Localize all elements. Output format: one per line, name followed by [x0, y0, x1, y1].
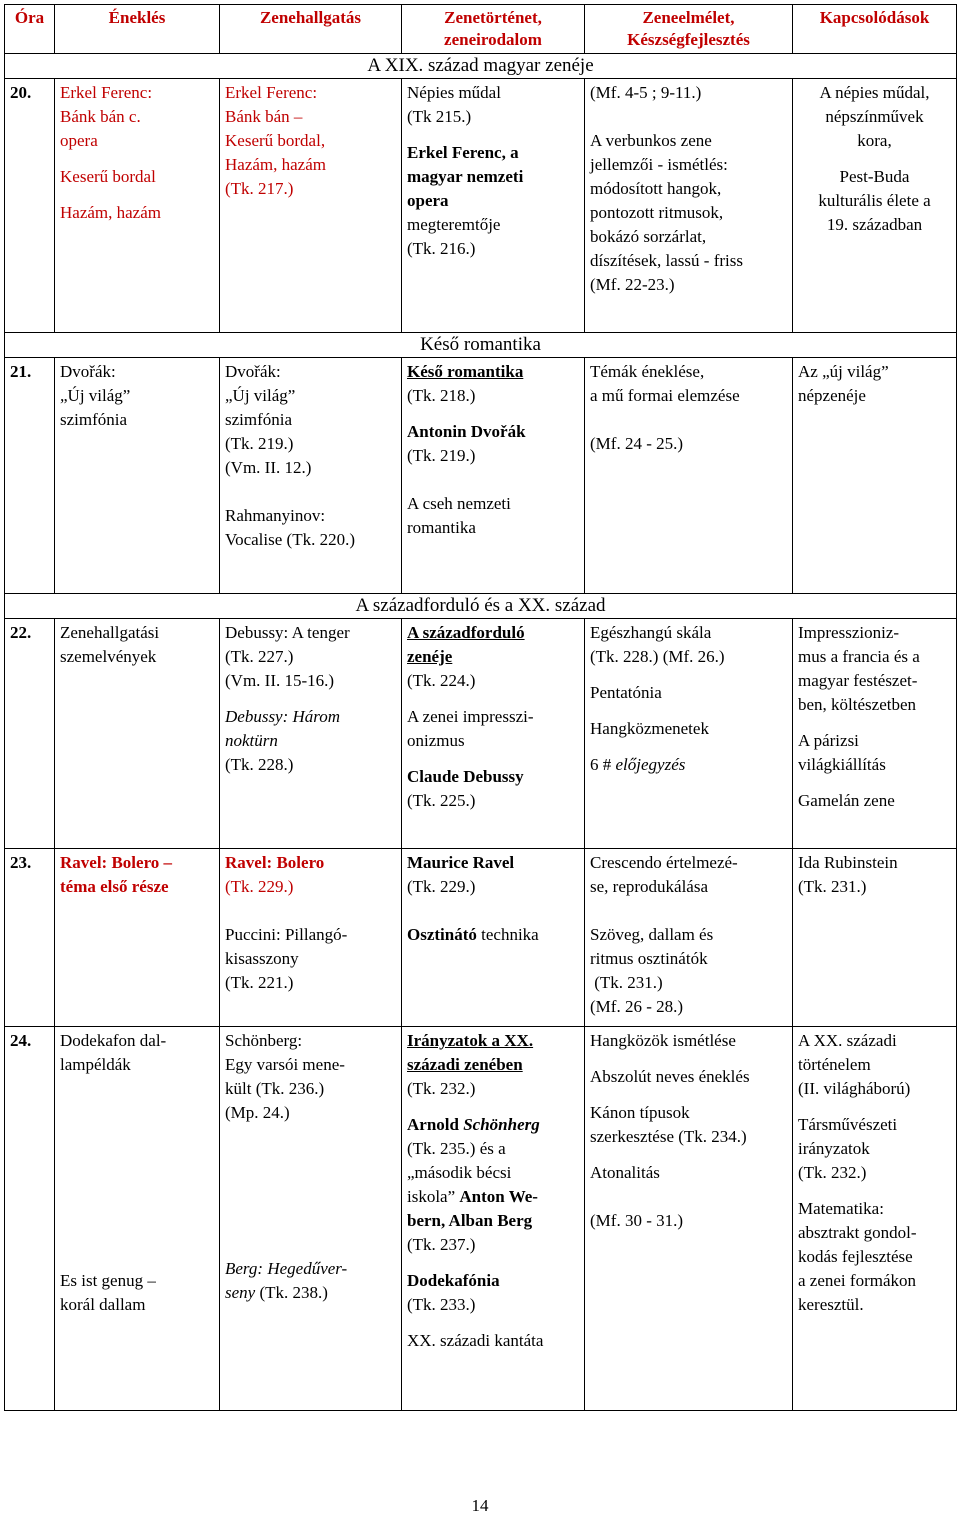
- cell-theory: [585, 1027, 793, 1411]
- list-item: kisasszony: [225, 949, 299, 968]
- lesson-number: 23.: [5, 849, 55, 1027]
- cell-theory: [585, 358, 793, 594]
- list-item: absztrakt gondol-: [798, 1223, 917, 1242]
- list-item: (Mf. 26 - 28.): [590, 997, 684, 1016]
- list-item: (Tk. 229.): [407, 877, 476, 896]
- list-item: magyar festészet-: [798, 671, 918, 690]
- list-item: 6 # előjegyzés: [590, 755, 686, 774]
- list-item: népszínművek: [825, 107, 924, 126]
- table-row: [5, 619, 957, 849]
- list-item: Debussy: Három: [225, 707, 341, 726]
- list-item: Erkel Ferenc:: [225, 83, 318, 102]
- list-item: a mű formai elemzése: [590, 386, 740, 405]
- list-item: kült (Tk. 236.): [225, 1079, 325, 1098]
- list-item: seny (Tk. 238.): [225, 1283, 328, 1302]
- cell-theory: [585, 849, 793, 1027]
- lesson-number: 21.: [5, 358, 55, 594]
- list-item: (Tk. 221.): [225, 973, 294, 992]
- list-item: szimfónia: [225, 410, 293, 429]
- list-item: ben, költészetben: [798, 695, 917, 714]
- cell-singing: [55, 79, 220, 333]
- list-item: (Tk. 219.): [225, 434, 294, 453]
- list-item: (Tk. 219.): [407, 446, 476, 465]
- section-title-xix: A XIX. század magyar zenéje: [5, 54, 957, 79]
- page-number: 14: [471, 1496, 489, 1515]
- cell-listening: [220, 79, 402, 333]
- list-item: A verbunkos zene: [590, 131, 712, 150]
- list-item: Zenehallgatási: [60, 623, 160, 642]
- header-zeneelmelet: Zeneelmélet, Készségfejlesztés: [585, 5, 793, 54]
- cell-history: [402, 619, 585, 849]
- header-row: [5, 5, 957, 54]
- list-item: Társművészeti: [798, 1115, 898, 1134]
- cell-connections: [793, 358, 957, 594]
- list-item: módosított hangok,: [590, 179, 722, 198]
- list-item: romantika: [407, 518, 476, 537]
- list-item: Ravel: Bolero –: [60, 853, 173, 872]
- list-item: (Tk. 217.): [225, 179, 294, 198]
- header-enekles: Éneklés: [55, 5, 220, 54]
- table-row: [5, 358, 957, 594]
- list-item: Pest-Buda: [839, 167, 910, 186]
- list-item: magyar nemzeti: [407, 167, 524, 186]
- cell-listening: [220, 619, 402, 849]
- cell-singing: [55, 1027, 220, 1411]
- cell-connections: [793, 619, 957, 849]
- cell-listening: [220, 358, 402, 594]
- list-item: Schönberg:: [225, 1031, 303, 1050]
- list-item: (Vm. II. 12.): [225, 458, 312, 477]
- list-item: Témák éneklése,: [590, 362, 705, 381]
- cell-listening: [220, 1027, 402, 1411]
- list-item: jellemzői - ismétlés:: [590, 155, 728, 174]
- lesson-number: 20.: [5, 79, 55, 333]
- list-item: Dvořák:: [225, 362, 281, 381]
- list-item: mus a francia és a: [798, 647, 920, 666]
- list-item: megteremtője: [407, 215, 501, 234]
- list-item: Abszolút neves éneklés: [590, 1067, 750, 1086]
- header-kapcsolodasok: Kapcsolódások: [793, 5, 957, 54]
- list-item: Erkel Ferenc:: [60, 83, 153, 102]
- list-item: irányzatok: [798, 1139, 870, 1158]
- list-item: opera: [407, 191, 449, 210]
- list-item: (Mf. 30 - 31.): [590, 1211, 684, 1230]
- list-item: ritmus osztinátók: [590, 949, 708, 968]
- cell-singing: [55, 849, 220, 1027]
- cell-theory: [585, 619, 793, 849]
- list-item: Irányzatok a XX.: [407, 1031, 534, 1050]
- list-item: (Tk. 235.) és a: [407, 1139, 506, 1158]
- list-item: (Tk. 233.): [407, 1295, 476, 1314]
- list-item: Erkel Ferenc, a: [407, 143, 519, 162]
- list-item: Hangközök ismétlése: [590, 1031, 736, 1050]
- cell-connections: [793, 79, 957, 333]
- cell-history: [402, 849, 585, 1027]
- list-item: (Mf. 22-23.): [590, 275, 675, 294]
- cell-connections: [793, 849, 957, 1027]
- list-item: A századforduló: [407, 623, 525, 642]
- table-row: [5, 1027, 957, 1411]
- list-item: zenéje: [407, 647, 453, 666]
- list-item: XX. századi kantáta: [407, 1331, 544, 1350]
- cell-listening: [220, 849, 402, 1027]
- list-item: A XX. századi: [798, 1031, 897, 1050]
- list-item: (Tk. 232.): [407, 1079, 476, 1098]
- list-item: kora,: [857, 131, 892, 150]
- list-item: Pentatónia: [590, 683, 662, 702]
- list-item: Ida Rubinstein: [798, 853, 898, 872]
- list-item: Impresszioniz-: [798, 623, 900, 642]
- lesson-number: 24.: [5, 1027, 55, 1411]
- header-zenetortenet: Zenetörténet, zeneirodalom: [402, 5, 585, 54]
- list-item: szerkesztése (Tk. 234.): [590, 1127, 747, 1146]
- list-item: (Tk. 224.): [407, 671, 476, 690]
- list-item: századi zenében: [407, 1055, 523, 1074]
- list-item: (Tk. 232.): [798, 1163, 867, 1182]
- table-row: [5, 849, 957, 1027]
- list-item: Népies műdal: [407, 83, 501, 102]
- list-item: (Tk. 231.): [798, 877, 867, 896]
- list-item: iskola” Anton We-: [407, 1187, 538, 1206]
- list-item: „Új világ”: [225, 386, 296, 405]
- list-item: a zenei formákon: [798, 1271, 916, 1290]
- list-item: (Tk. 218.): [407, 386, 476, 405]
- section-title-late-romantic: Késő romantika: [5, 333, 957, 358]
- list-item: keresztül.: [798, 1295, 864, 1314]
- list-item: (Mp. 24.): [225, 1103, 290, 1122]
- list-item: Matematika:: [798, 1199, 884, 1218]
- list-item: Hazám, hazám: [60, 203, 161, 222]
- list-item: Rahmanyinov:: [225, 506, 326, 525]
- list-item: Hazám, hazám: [225, 155, 326, 174]
- list-item: onizmus: [407, 731, 465, 750]
- list-item: se, reprodukálása: [590, 877, 709, 896]
- list-item: (Mf. 24 - 25.): [590, 434, 684, 453]
- list-item: „Új világ”: [60, 386, 131, 405]
- list-item: Claude Debussy: [407, 767, 524, 786]
- list-item: Késő romantika: [407, 362, 524, 381]
- list-item: opera: [60, 131, 98, 150]
- list-item: Debussy: A tenger: [225, 623, 350, 642]
- list-item: Keserű bordal: [60, 167, 156, 186]
- list-item: Osztinátó technika: [407, 925, 539, 944]
- list-item: (Mf. 4-5 ; 9-11.): [590, 83, 702, 102]
- list-item: Arnold Schönherg: [407, 1115, 540, 1134]
- table-row: [5, 79, 957, 333]
- list-item: Egészhangú skála: [590, 623, 712, 642]
- list-item: Kánon típusok: [590, 1103, 690, 1122]
- list-item: téma első része: [60, 877, 169, 896]
- list-item: A párizsi: [798, 731, 859, 750]
- list-item: Ravel: Bolero: [225, 853, 325, 872]
- list-item: 19. században: [826, 215, 923, 234]
- cell-history: [402, 79, 585, 333]
- list-item: Az „új világ”: [798, 362, 889, 381]
- cell-history: [402, 1027, 585, 1411]
- list-item: Keserű bordal,: [225, 131, 326, 150]
- list-item: Bánk bán c.: [60, 107, 141, 126]
- list-item: Crescendo értelmezé-: [590, 853, 738, 872]
- list-item: Hangközmenetek: [590, 719, 709, 738]
- list-item: díszítések, lassú - friss: [590, 251, 743, 270]
- list-item: Egy varsói mene-: [225, 1055, 345, 1074]
- list-item: A cseh nemzeti: [407, 494, 511, 513]
- list-item: Dvořák:: [60, 362, 116, 381]
- curriculum-table: [4, 4, 957, 1411]
- section-title-20th-century: A századforduló és a XX. század: [5, 594, 957, 619]
- list-item: noktürn: [225, 731, 278, 750]
- list-item: szimfónia: [60, 410, 128, 429]
- list-item: Es ist genug –: [60, 1271, 156, 1290]
- list-item: (Vm. II. 15-16.): [225, 671, 335, 690]
- list-item: (Tk. 228.) (Mf. 26.): [590, 647, 725, 666]
- list-item: (Tk 215.): [407, 107, 472, 126]
- list-item: Szöveg, dallam és: [590, 925, 714, 944]
- list-item: lampéldák: [60, 1055, 131, 1074]
- header-ora: Óra: [5, 5, 55, 54]
- list-item: bern, Alban Berg: [407, 1211, 533, 1230]
- header-zenehallgatas: Zenehallgatás: [220, 5, 402, 54]
- list-item: Puccini: Pillangó-: [225, 925, 348, 944]
- list-item: korál dallam: [60, 1295, 146, 1314]
- list-item: (Tk. 231.): [590, 973, 663, 992]
- list-item: A népies műdal,: [819, 83, 930, 102]
- list-item: (Tk. 228.): [225, 755, 294, 774]
- cell-singing: [55, 619, 220, 849]
- cell-history: [402, 358, 585, 594]
- list-item: pontozott ritmusok,: [590, 203, 724, 222]
- list-item: Bánk bán –: [225, 107, 303, 126]
- list-item: Berg: Hegedűver-: [225, 1259, 348, 1278]
- list-item: (Tk. 225.): [407, 791, 476, 810]
- list-item: kodás fejlesztése: [798, 1247, 913, 1266]
- list-item: történelem: [798, 1055, 871, 1074]
- list-item: „második bécsi: [407, 1163, 512, 1182]
- list-item: Dodekafónia: [407, 1271, 500, 1290]
- list-item: Gamelán zene: [798, 791, 895, 810]
- list-item: A zenei impresszi-: [407, 707, 534, 726]
- list-item: népzenéje: [798, 386, 866, 405]
- list-item: Antonin Dvořák: [407, 422, 526, 441]
- cell-connections: [793, 1027, 957, 1411]
- list-item: Dodekafon dal-: [60, 1031, 167, 1050]
- cell-singing: [55, 358, 220, 594]
- list-item: Vocalise (Tk. 220.): [225, 530, 355, 549]
- cell-theory: [585, 79, 793, 333]
- list-item: Maurice Ravel: [407, 853, 515, 872]
- list-item: szemelvények: [60, 647, 157, 666]
- list-item: (Tk. 229.): [225, 877, 294, 896]
- list-item: Atonalitás: [590, 1163, 660, 1182]
- list-item: világkiállítás: [798, 755, 886, 774]
- list-item: (II. világháború): [798, 1079, 911, 1098]
- list-item: (Tk. 227.): [225, 647, 294, 666]
- lesson-number: 22.: [5, 619, 55, 849]
- list-item: kulturális élete a: [818, 191, 931, 210]
- list-item: bokázó sorzárlat,: [590, 227, 707, 246]
- list-item: (Tk. 216.): [407, 239, 476, 258]
- list-item: (Tk. 237.): [407, 1235, 476, 1254]
